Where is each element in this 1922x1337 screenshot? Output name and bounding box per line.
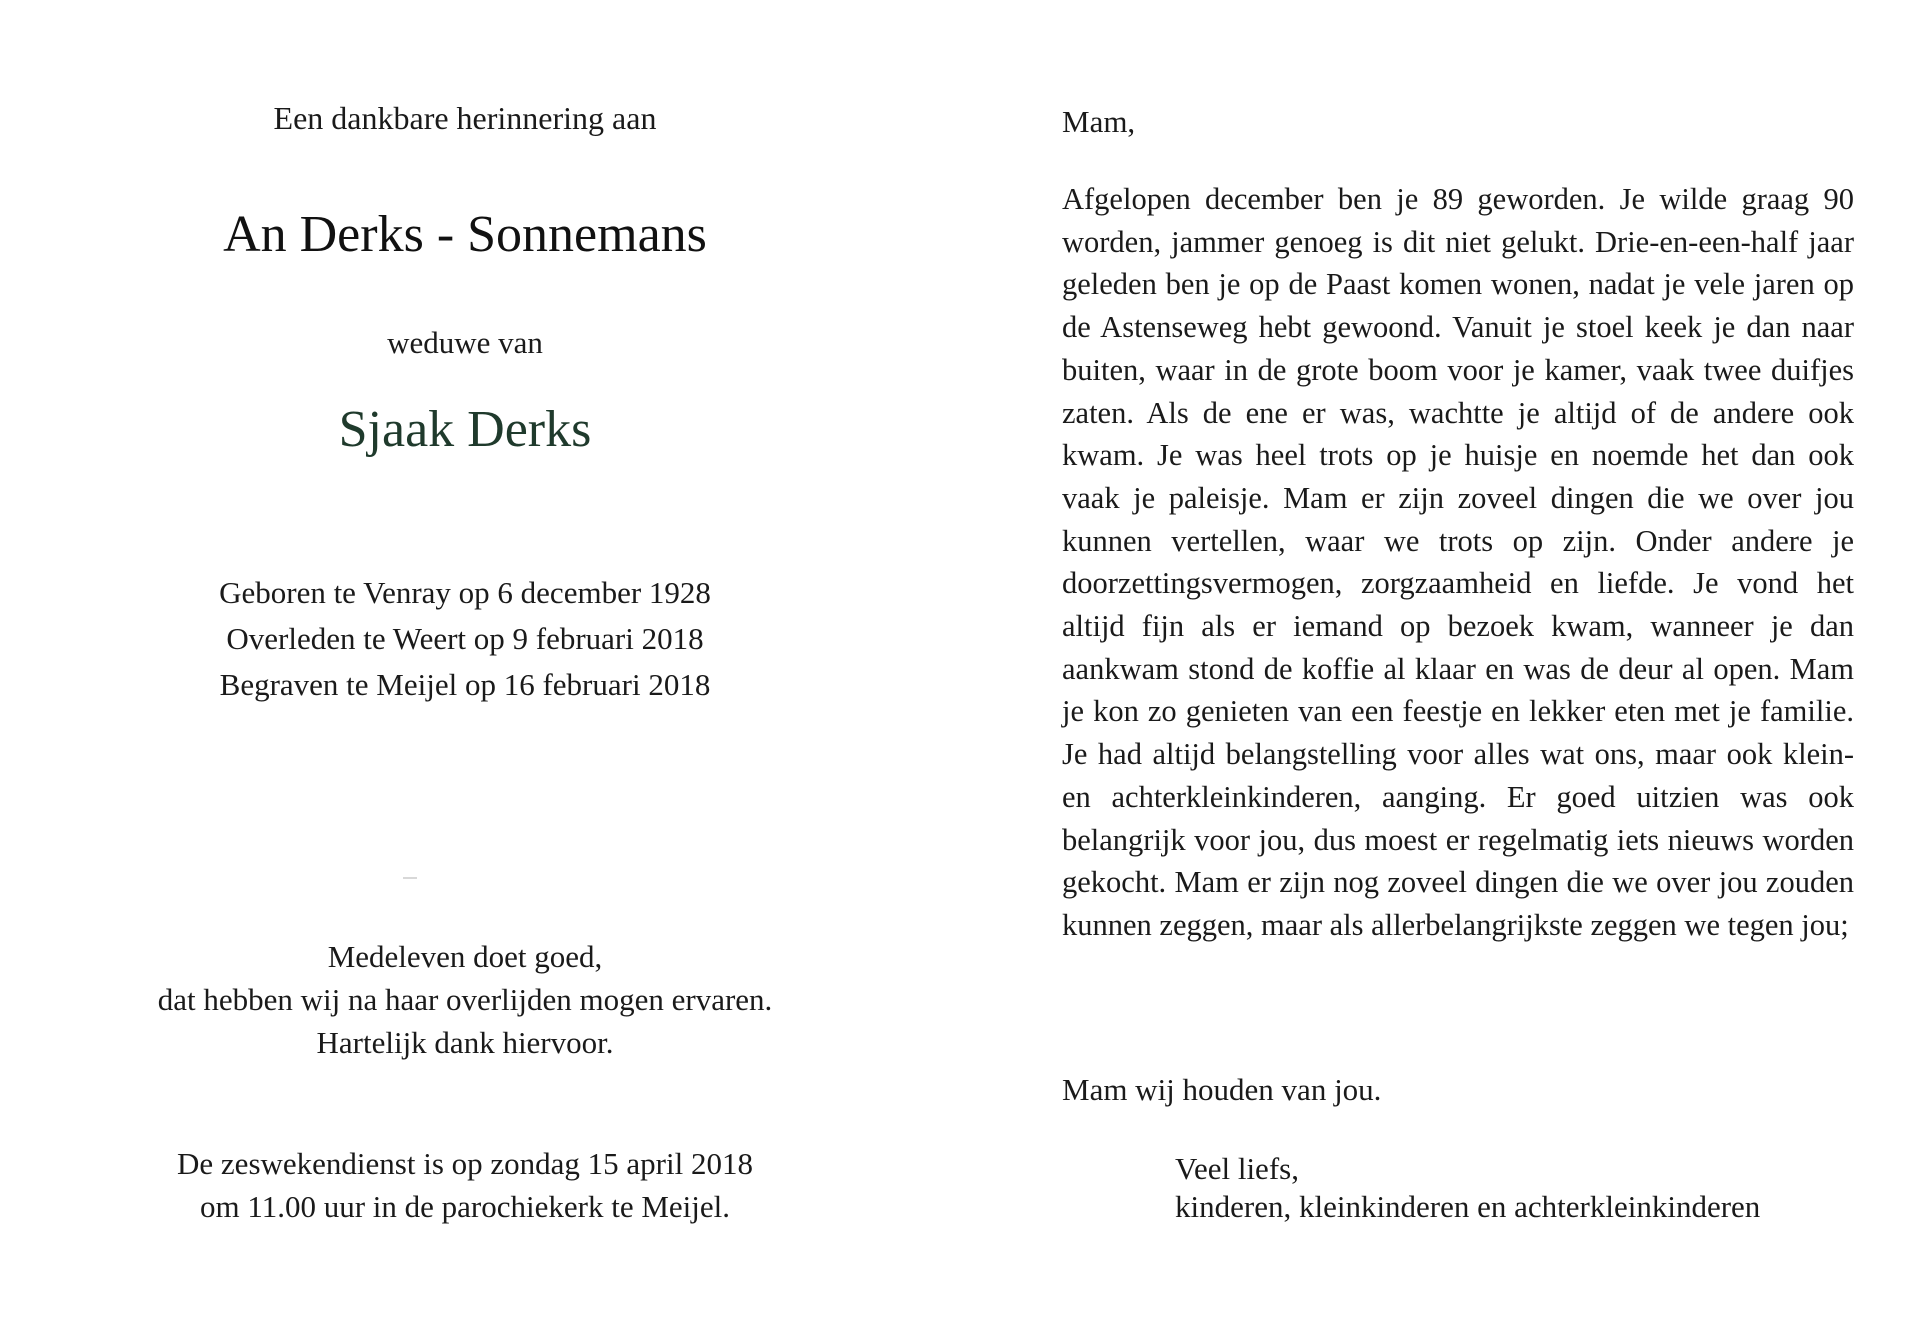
letter-salutation: Mam, [1062,104,1136,139]
print-mark [403,877,417,879]
birth-line: Geboren te Venray op 6 december 1928 [219,575,711,610]
signoff-line: kinderen, kleinkinderen en achterkleinkinderen [1175,1189,1761,1224]
letter-closing: Mam wij houden van jou. [1062,1072,1382,1107]
signoff-line: Veel liefs, [1175,1151,1299,1186]
service-line: om 11.00 uur in de parochiekerk te Meijel. [200,1189,730,1224]
thanks-line: dat hebben wij na haar overlijden mogen ervaren. [157,982,773,1017]
thanks-line: Hartelijk dank hiervoor. [316,1025,614,1060]
service-notice [0,1142,930,1228]
thanks-message [0,935,930,1064]
spouse-name: Sjaak Derks [338,401,592,458]
right-panel [1040,0,1870,1337]
life-dates [0,570,930,708]
letter-body: Afgelopen december ben je 89 geworden. Je wilde graag 90 worden, jammer genoeg is dit niet gelukt. Drie-en-een-half jaar geleden ben je op de Paast komen wonen, nadat je vele jaren op de Astenseweg hebt gewoond. Vanuit je stoel keek je dan naar buiten, waar in de grote boom voor je kamer, vaak twee duifjes zaten. Als de ene er was, wachtte je altijd of de andere ook kwam. Je was heel trots op je huisje en noemde het dan ook vaak je paleisje. Mam er zijn zoveel dingen die we over jou kunnen vertellen, waar we trots op zijn. Onder andere je doorzettingsvermogen, zorgzaamheid en liefde. Je vond het altijd fijn als er iemand op bezoek kwam, wanneer je dan aankwam stond de koffie al klaar en was de deur al open. Mam je kon zo genieten van een feestje en lekker eten met je familie. Je had altijd belangstelling voor alles wat ons, maar ook klein- en achterkleinkinderen, aanging. Er goed uitzien was ook belangrijk voor jou, dus moest er regelmatig iets nieuws worden gekocht. Mam er zijn nog zoveel dingen die we over jou zouden kunnen zeggen, maar als allerbelangrijkste zeggen we tegen jou; [1062,182,1854,942]
burial-line: Begraven te Meijel op 16 februari 2018 [219,667,711,702]
letter-signoff [1175,1150,1760,1226]
deceased-name: An Derks - Sonnemans [223,206,707,263]
thanks-line: Medeleven doet goed, [327,939,603,974]
service-line: De zeswekendienst is op zondag 15 april 2018 [177,1146,753,1181]
death-line: Overleden te Weert op 9 februari 2018 [226,621,704,656]
widow-of-text: weduwe van [387,325,543,360]
intro-text: Een dankbare herinnering aan [273,100,657,136]
left-panel [0,0,930,1337]
